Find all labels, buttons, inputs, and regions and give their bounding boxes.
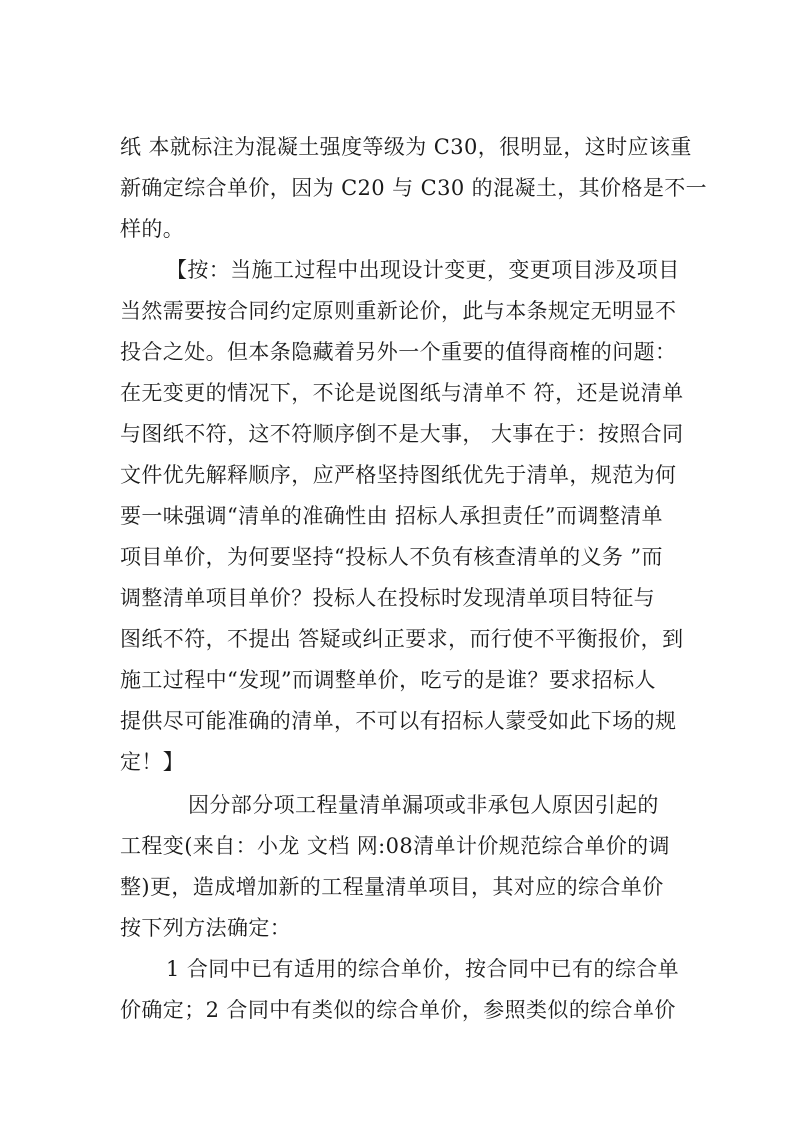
text-line-7: 在无变更的情况下，不论是说图纸与清单不 符，还是说清单: [120, 381, 684, 405]
text-line-18: 工程变(来自：小龙 文档 网:08清单计价规范综合单价的调: [120, 834, 670, 858]
text-line-6: 投合之处。但本条隐藏着另外一个重要的值得商榷的问题：: [120, 340, 677, 364]
text-line-13: 图纸不符，不提出 答疑或纠正要求，而行使不平衡报价，到: [120, 627, 684, 651]
text-line-10: 要一味强调“清单的准确性由 招标人承担责任”而调整清单: [120, 504, 663, 528]
text-line-15: 提供尽可能准确的清单，不可以有招标人蒙受如此下场的规: [120, 709, 677, 733]
text-line-21: 1 合同中已有适用的综合单价，按合同中已有的综合单: [166, 957, 680, 981]
text-line-20: 按下列方法确定：: [120, 916, 292, 940]
text-line-3: 样的。: [120, 217, 185, 241]
text-line-4: 【按：当施工过程中出现设计变更，变更项目涉及项目: [166, 258, 680, 282]
text-line-1: 纸 本就标注为混凝土强度等级为 C30，很明显，这时应该重: [120, 135, 692, 159]
text-line-11: 项目单价，为何要坚持“投标人不负有核查清单的义务 ”而: [120, 545, 663, 569]
text-line-19: 整)更，造成增加新的工程量清单项目，其对应的综合单价: [120, 875, 664, 899]
text-line-14: 施工过程中“发现”而调整单价，吃亏的是谁？要求招标人: [120, 668, 656, 692]
text-line-2: 新确定综合单价，因为 C20 与 C30 的混凝土，其价格是不一: [120, 176, 708, 200]
text-line-16: 定！】: [120, 750, 185, 774]
text-line-9: 文件优先解释顺序，应严格坚持图纸优先于清单，规范为何: [120, 463, 677, 487]
text-line-8: 与图纸不符，这不符顺序倒不是大事， 大事在于：按照合同: [120, 422, 684, 446]
text-line-17: 因分部分项工程量清单漏项或非承包人原因引起的: [188, 793, 659, 817]
text-line-12: 调整清单项目单价？投标人在投标时发现清单项目特征与: [120, 586, 655, 610]
text-line-22: 价确定；2 合同中有类似的综合单价，参照类似的综合单价: [120, 998, 676, 1022]
text-line-5: 当然需要按合同约定原则重新论价，此与本条规定无明显不: [120, 299, 677, 323]
